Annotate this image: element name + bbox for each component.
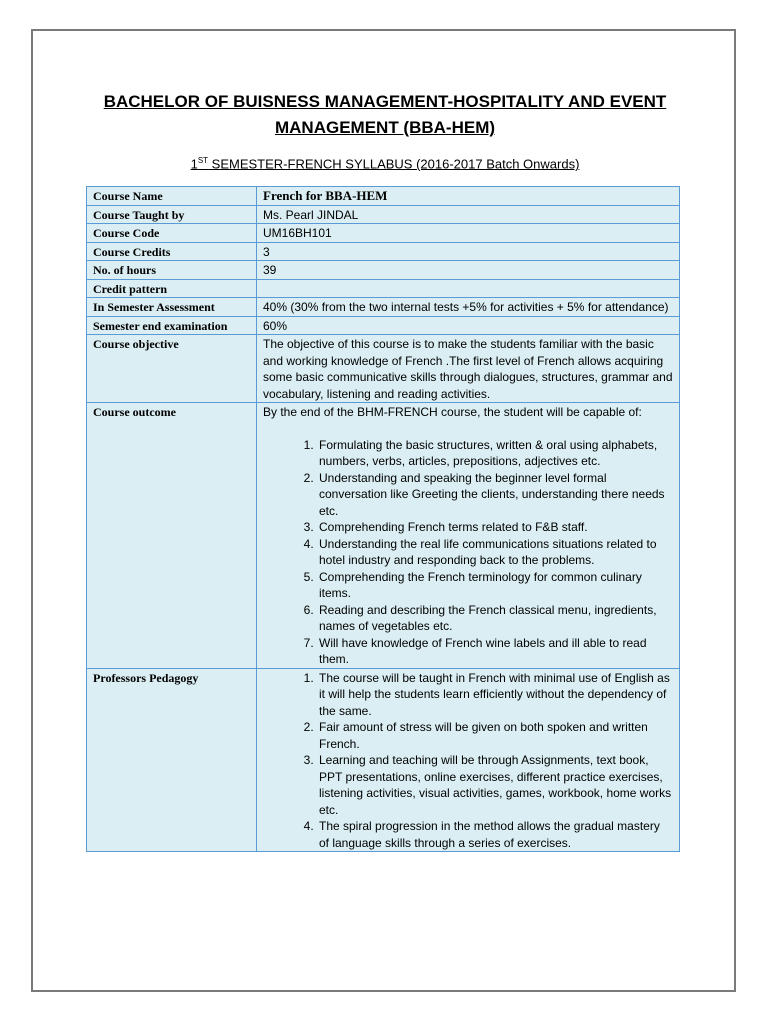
list-item: 3. Comprehending French terms related to F&B staff. [317, 519, 673, 536]
row-label: Course Taught by [87, 205, 257, 224]
list-item: 1. The course will be taught in French with minimal use of English as it will help the students learn efficiently without the dependency of the same. [317, 670, 673, 720]
syllabus-table [86, 186, 680, 852]
table-row [87, 335, 680, 403]
row-value: 60% [257, 316, 680, 335]
row-value: 3 [257, 242, 680, 261]
row-value [257, 279, 680, 298]
table-row [87, 403, 680, 669]
table-row [87, 242, 680, 261]
outcome-intro: By the end of the BHM-FRENCH course, the student will be capable of: [263, 405, 642, 419]
table-row [87, 279, 680, 298]
row-label: Credit pattern [87, 279, 257, 298]
list-item: 3. Learning and teaching will be through Assignments, text book, PPT presentations, online exercises, different practice exercises, listening activities, visual activities, games, workbook, home works etc. [317, 752, 673, 818]
row-label: No. of hours [87, 261, 257, 280]
row-value [257, 668, 680, 852]
subtitle-ordinal: 1 [190, 156, 198, 172]
row-label: Course objective [87, 335, 257, 403]
row-value: UM16BH101 [257, 224, 680, 243]
row-label: Professors Pedagogy [87, 668, 257, 852]
list-item: 1. Formulating the basic structures, written & oral using alphabets, numbers, verbs, articles, prepositions, adjectives etc. [317, 437, 673, 470]
title-line-1: BACHELOR OF BUISNESS MANAGEMENT-HOSPITALITY AND EVENT [103, 92, 667, 111]
list-item: 2. Fair amount of stress will be given on both spoken and written French. [317, 719, 673, 752]
list-item: 4. The spiral progression in the method allows the gradual mastery of language skills through a series of exercises. [317, 818, 673, 851]
row-value: French for BBA-HEM [257, 187, 680, 206]
list-item: 6. Reading and describing the French classical menu, ingredients, names of vegetables etc. [317, 602, 673, 635]
table-row [87, 261, 680, 280]
row-value: The objective of this course is to make the students familiar with the basic and working knowledge of French .The first level of French allows acquiring some basic communicative skills through dialogues, structures, grammar and vocabulary, listening and reading activities. [257, 335, 680, 403]
row-label: Course Name [87, 187, 257, 206]
outcome-list [263, 437, 673, 668]
list-item: 5. Comprehending the French terminology for common culinary items. [317, 569, 673, 602]
table-row [87, 205, 680, 224]
row-value: 39 [257, 261, 680, 280]
subtitle-text: SEMESTER-FRENCH SYLLABUS (2016-2017 Batch Onwards) [208, 156, 580, 172]
row-value [257, 403, 680, 669]
row-value: 40% (30% from the two internal tests +5% for activities + 5% for attendance) [257, 298, 680, 317]
document-title [60, 89, 710, 141]
row-label: Course Code [87, 224, 257, 243]
row-value: Ms. Pearl JINDAL [257, 205, 680, 224]
table-row [87, 668, 680, 852]
list-item: 4. Understanding the real life communications situations related to hotel industry and responding back to the problems. [317, 536, 673, 569]
table-row [87, 187, 680, 206]
subtitle-ordinal-suffix: ST [197, 156, 209, 165]
list-item: 7. Will have knowledge of French wine labels and ill able to read them. [317, 635, 673, 668]
table-row [87, 298, 680, 317]
row-label: In Semester Assessment [87, 298, 257, 317]
pedagogy-list [263, 670, 673, 852]
table-row [87, 316, 680, 335]
row-label: Course Credits [87, 242, 257, 261]
list-item: 2. Understanding and speaking the beginner level formal conversation like Greeting the clients, understanding there needs etc. [317, 470, 673, 520]
table-row [87, 224, 680, 243]
document-subtitle [60, 156, 710, 171]
row-label: Semester end examination [87, 316, 257, 335]
title-line-2: MANAGEMENT (BBA-HEM) [274, 118, 496, 137]
row-label: Course outcome [87, 403, 257, 669]
